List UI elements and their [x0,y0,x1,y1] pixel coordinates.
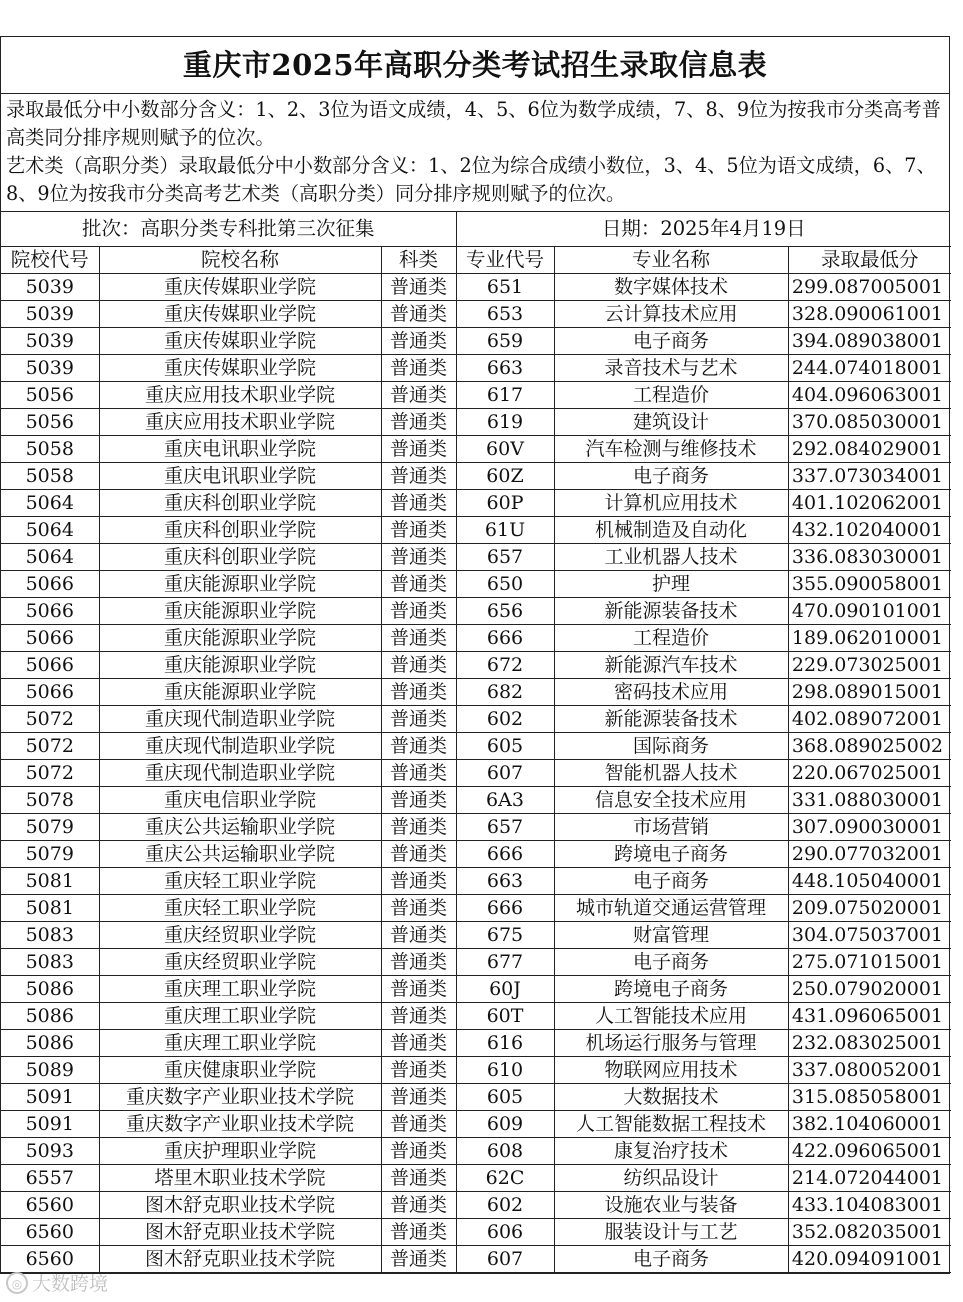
school-code-cell: 5066 [1,571,99,598]
school-name-cell: 重庆传媒职业学院 [99,355,381,382]
school-code-cell: 5079 [1,814,99,841]
school-code-cell: 5039 [1,301,99,328]
table-row [1,652,951,679]
school-code-cell: 5039 [1,274,99,301]
major-code-cell: 672 [456,652,554,679]
major-name-cell: 数字媒体技术 [554,274,788,301]
admission-sheet [0,36,950,1274]
category-cell: 普通类 [381,1246,456,1273]
min-score-cell: 250.079020001 [788,976,951,1003]
page-title: 重庆市2025年高职分类考试招生录取信息表 [1,37,949,94]
min-score-cell: 307.090030001 [788,814,951,841]
watermark-text: 大数跨境 [32,1273,109,1295]
major-name-cell: 密码技术应用 [554,679,788,706]
min-score-cell: 328.090061001 [788,301,951,328]
school-code-cell: 5089 [1,1057,99,1084]
min-score-cell: 470.090101001 [788,598,951,625]
category-cell: 普通类 [381,328,456,355]
major-code-cell: 666 [456,895,554,922]
category-cell: 普通类 [381,652,456,679]
school-code-cell: 5066 [1,679,99,706]
category-cell: 普通类 [381,544,456,571]
major-code-cell: 607 [456,760,554,787]
min-score-cell: 368.089025002 [788,733,951,760]
table-row [1,274,951,301]
major-code-cell: 657 [456,814,554,841]
school-name-cell: 重庆现代制造职业学院 [99,760,381,787]
major-code-cell: 616 [456,1030,554,1057]
min-score-cell: 214.072044001 [788,1165,951,1192]
table-row [1,409,951,436]
header-school-name: 院校名称 [99,247,381,274]
major-code-cell: 602 [456,1192,554,1219]
major-name-cell: 设施农业与装备 [554,1192,788,1219]
header-min-score: 录取最低分 [788,247,951,274]
major-name-cell: 工程造价 [554,625,788,652]
major-name-cell: 电子商务 [554,328,788,355]
table-row [1,895,951,922]
major-name-cell: 电子商务 [554,868,788,895]
major-name-cell: 大数据技术 [554,1084,788,1111]
school-code-cell: 5039 [1,355,99,382]
school-code-cell: 5091 [1,1084,99,1111]
table-row [1,679,951,706]
header-major-code: 专业代号 [456,247,554,274]
major-name-cell: 云计算技术应用 [554,301,788,328]
category-cell: 普通类 [381,733,456,760]
min-score-cell: 433.104083001 [788,1192,951,1219]
school-code-cell: 5056 [1,382,99,409]
major-code-cell: 605 [456,733,554,760]
category-cell: 普通类 [381,949,456,976]
major-name-cell: 工业机器人技术 [554,544,788,571]
min-score-cell: 304.075037001 [788,922,951,949]
school-name-cell: 重庆理工职业学院 [99,1003,381,1030]
min-score-cell: 432.102040001 [788,517,951,544]
table-row [1,463,951,490]
major-name-cell: 市场营销 [554,814,788,841]
category-cell: 普通类 [381,841,456,868]
category-cell: 普通类 [381,976,456,1003]
category-cell: 普通类 [381,409,456,436]
school-name-cell: 重庆数字产业职业技术学院 [99,1084,381,1111]
major-name-cell: 机场运行服务与管理 [554,1030,788,1057]
major-name-cell: 计算机应用技术 [554,490,788,517]
min-score-cell: 448.105040001 [788,868,951,895]
category-cell: 普通类 [381,571,456,598]
major-name-cell: 国际商务 [554,733,788,760]
table-row [1,1003,951,1030]
category-cell: 普通类 [381,1165,456,1192]
school-code-cell: 5064 [1,490,99,517]
school-code-cell: 5058 [1,436,99,463]
category-cell: 普通类 [381,868,456,895]
major-name-cell: 录音技术与艺术 [554,355,788,382]
table-row [1,1057,951,1084]
school-code-cell: 5093 [1,1138,99,1165]
date-label: 日期：2025年4月19日 [456,212,951,247]
major-name-cell: 电子商务 [554,463,788,490]
school-code-cell: 6560 [1,1246,99,1273]
school-code-cell: 5064 [1,517,99,544]
school-name-cell: 塔里木职业技术学院 [99,1165,381,1192]
table-header-row [1,247,951,274]
school-name-cell: 重庆理工职业学院 [99,976,381,1003]
min-score-cell: 402.089072001 [788,706,951,733]
school-name-cell: 图木舒克职业技术学院 [99,1192,381,1219]
table-row [1,625,951,652]
school-name-cell: 重庆轻工职业学院 [99,895,381,922]
major-code-cell: 675 [456,922,554,949]
min-score-cell: 394.089038001 [788,328,951,355]
major-code-cell: 653 [456,301,554,328]
major-code-cell: 666 [456,841,554,868]
category-cell: 普通类 [381,814,456,841]
min-score-cell: 352.082035001 [788,1219,951,1246]
major-code-cell: 666 [456,625,554,652]
major-name-cell: 工程造价 [554,382,788,409]
school-code-cell: 5072 [1,760,99,787]
major-name-cell: 跨境电子商务 [554,841,788,868]
table-row [1,301,951,328]
school-name-cell: 重庆应用技术职业学院 [99,409,381,436]
school-name-cell: 重庆现代制造职业学院 [99,706,381,733]
category-cell: 普通类 [381,1111,456,1138]
major-code-cell: 659 [456,328,554,355]
category-cell: 普通类 [381,355,456,382]
major-name-cell: 跨境电子商务 [554,976,788,1003]
major-name-cell: 人工智能技术应用 [554,1003,788,1030]
school-name-cell: 重庆能源职业学院 [99,652,381,679]
major-name-cell: 康复治疗技术 [554,1138,788,1165]
school-name-cell: 图木舒克职业技术学院 [99,1219,381,1246]
major-code-cell: 650 [456,571,554,598]
major-code-cell: 60P [456,490,554,517]
school-name-cell: 重庆健康职业学院 [99,1057,381,1084]
min-score-cell: 382.104060001 [788,1111,951,1138]
major-name-cell: 汽车检测与维修技术 [554,436,788,463]
category-cell: 普通类 [381,490,456,517]
school-name-cell: 重庆科创职业学院 [99,544,381,571]
school-code-cell: 6557 [1,1165,99,1192]
school-name-cell: 重庆能源职业学院 [99,571,381,598]
category-cell: 普通类 [381,1192,456,1219]
school-code-cell: 5078 [1,787,99,814]
min-score-cell: 290.077032001 [788,841,951,868]
min-score-cell: 244.074018001 [788,355,951,382]
school-name-cell: 重庆护理职业学院 [99,1138,381,1165]
category-cell: 普通类 [381,436,456,463]
school-code-cell: 6560 [1,1192,99,1219]
category-cell: 普通类 [381,760,456,787]
major-code-cell: 60V [456,436,554,463]
school-code-cell: 5086 [1,1003,99,1030]
school-name-cell: 重庆能源职业学院 [99,598,381,625]
min-score-cell: 299.087005001 [788,274,951,301]
category-cell: 普通类 [381,598,456,625]
major-code-cell: 617 [456,382,554,409]
major-name-cell: 信息安全技术应用 [554,787,788,814]
school-name-cell: 重庆经贸职业学院 [99,949,381,976]
major-code-cell: 60Z [456,463,554,490]
school-code-cell: 5066 [1,598,99,625]
major-code-cell: 619 [456,409,554,436]
table-row [1,868,951,895]
major-name-cell: 服装设计与工艺 [554,1219,788,1246]
table-row [1,598,951,625]
school-code-cell: 5072 [1,706,99,733]
watermark-logo-icon: ◎ [6,1272,28,1294]
min-score-cell: 337.080052001 [788,1057,951,1084]
min-score-cell: 404.096063001 [788,382,951,409]
table-row [1,787,951,814]
major-code-cell: 657 [456,544,554,571]
table-row [1,814,951,841]
min-score-cell: 232.083025001 [788,1030,951,1057]
school-name-cell: 图木舒克职业技术学院 [99,1246,381,1273]
table-row [1,976,951,1003]
watermark [6,1269,108,1296]
min-score-cell: 337.073034001 [788,463,951,490]
major-name-cell: 智能机器人技术 [554,760,788,787]
header-category: 科类 [381,247,456,274]
category-cell: 普通类 [381,1003,456,1030]
min-score-cell: 209.075020001 [788,895,951,922]
major-name-cell: 财富管理 [554,922,788,949]
min-score-cell: 401.102062001 [788,490,951,517]
table-row [1,490,951,517]
admission-table [1,212,951,1273]
school-name-cell: 重庆公共运输职业学院 [99,814,381,841]
major-name-cell: 新能源装备技术 [554,706,788,733]
min-score-cell: 298.089015001 [788,679,951,706]
school-name-cell: 重庆能源职业学院 [99,625,381,652]
category-cell: 普通类 [381,517,456,544]
category-cell: 普通类 [381,679,456,706]
category-cell: 普通类 [381,382,456,409]
major-code-cell: 61U [456,517,554,544]
table-row [1,1084,951,1111]
school-name-cell: 重庆轻工职业学院 [99,868,381,895]
major-name-cell: 人工智能数据工程技术 [554,1111,788,1138]
school-name-cell: 重庆科创职业学院 [99,490,381,517]
table-row [1,733,951,760]
major-code-cell: 663 [456,355,554,382]
table-row [1,1111,951,1138]
school-name-cell: 重庆数字产业职业技术学院 [99,1111,381,1138]
school-code-cell: 5083 [1,949,99,976]
major-code-cell: 656 [456,598,554,625]
table-row [1,1192,951,1219]
category-cell: 普通类 [381,274,456,301]
major-code-cell: 651 [456,274,554,301]
category-cell: 普通类 [381,895,456,922]
category-cell: 普通类 [381,1057,456,1084]
major-code-cell: 602 [456,706,554,733]
major-code-cell: 677 [456,949,554,976]
school-code-cell: 5091 [1,1111,99,1138]
school-name-cell: 重庆电讯职业学院 [99,436,381,463]
school-code-cell: 5039 [1,328,99,355]
major-code-cell: 606 [456,1219,554,1246]
min-score-cell: 420.094091001 [788,1246,951,1273]
table-row [1,571,951,598]
table-row [1,1246,951,1273]
batch-row [1,212,951,247]
table-row [1,355,951,382]
school-name-cell: 重庆现代制造职业学院 [99,733,381,760]
category-cell: 普通类 [381,1219,456,1246]
note-art: 艺术类（高职分类）录取最低分中小数部分含义：1、2位为综合成绩小数位，3、4、5位为语文成绩，6、7、8、9位为按我市分类高考艺术类（高职分类）同分排序规则赋予的位次。 [6,154,936,205]
school-code-cell: 5083 [1,922,99,949]
major-name-cell: 新能源装备技术 [554,598,788,625]
major-name-cell: 城市轨道交通运营管理 [554,895,788,922]
table-row [1,544,951,571]
school-code-cell: 5058 [1,463,99,490]
school-name-cell: 重庆电讯职业学院 [99,463,381,490]
school-code-cell: 5086 [1,1030,99,1057]
major-code-cell: 608 [456,1138,554,1165]
table-row [1,1165,951,1192]
table-row [1,760,951,787]
min-score-cell: 292.084029001 [788,436,951,463]
school-name-cell: 重庆能源职业学院 [99,679,381,706]
category-cell: 普通类 [381,1030,456,1057]
major-code-cell: 610 [456,1057,554,1084]
major-code-cell: 607 [456,1246,554,1273]
category-cell: 普通类 [381,787,456,814]
school-code-cell: 5086 [1,976,99,1003]
major-code-cell: 682 [456,679,554,706]
major-name-cell: 新能源汽车技术 [554,652,788,679]
table-row [1,517,951,544]
min-score-cell: 275.071015001 [788,949,951,976]
school-name-cell: 重庆公共运输职业学院 [99,841,381,868]
header-major-name: 专业名称 [554,247,788,274]
header-school-code: 院校代号 [1,247,99,274]
major-name-cell: 机械制造及自动化 [554,517,788,544]
table-row [1,382,951,409]
major-name-cell: 电子商务 [554,1246,788,1273]
major-name-cell: 护理 [554,571,788,598]
major-code-cell: 605 [456,1084,554,1111]
school-code-cell: 5064 [1,544,99,571]
batch-label: 批次：高职分类专科批第三次征集 [1,212,456,247]
min-score-cell: 331.088030001 [788,787,951,814]
min-score-cell: 189.062010001 [788,625,951,652]
major-code-cell: 663 [456,868,554,895]
school-code-cell: 5072 [1,733,99,760]
major-name-cell: 物联网应用技术 [554,1057,788,1084]
table-row [1,1138,951,1165]
school-code-cell: 5056 [1,409,99,436]
school-name-cell: 重庆经贸职业学院 [99,922,381,949]
min-score-cell: 370.085030001 [788,409,951,436]
note-general: 录取最低分中小数部分含义：1、2、3位为语文成绩，4、5、6位为数学成绩，7、8、9位为按我市分类高考普高类同分排序规则赋予的位次。 [6,98,941,149]
category-cell: 普通类 [381,1084,456,1111]
major-code-cell: 6A3 [456,787,554,814]
major-name-cell: 纺织品设计 [554,1165,788,1192]
school-code-cell: 5066 [1,625,99,652]
table-row [1,949,951,976]
school-name-cell: 重庆传媒职业学院 [99,301,381,328]
table-row [1,1030,951,1057]
category-cell: 普通类 [381,463,456,490]
school-code-cell: 5066 [1,652,99,679]
major-code-cell: 62C [456,1165,554,1192]
table-row [1,922,951,949]
category-cell: 普通类 [381,706,456,733]
school-code-cell: 5081 [1,868,99,895]
table-row [1,328,951,355]
notes-section [1,94,949,212]
major-code-cell: 60J [456,976,554,1003]
min-score-cell: 315.085058001 [788,1084,951,1111]
school-name-cell: 重庆理工职业学院 [99,1030,381,1057]
table-row [1,706,951,733]
min-score-cell: 229.073025001 [788,652,951,679]
school-name-cell: 重庆电信职业学院 [99,787,381,814]
major-code-cell: 60T [456,1003,554,1030]
table-row [1,841,951,868]
category-cell: 普通类 [381,1138,456,1165]
school-name-cell: 重庆传媒职业学院 [99,328,381,355]
min-score-cell: 336.083030001 [788,544,951,571]
school-code-cell: 5079 [1,841,99,868]
major-name-cell: 建筑设计 [554,409,788,436]
table-row [1,436,951,463]
category-cell: 普通类 [381,922,456,949]
min-score-cell: 431.096065001 [788,1003,951,1030]
min-score-cell: 220.067025001 [788,760,951,787]
major-name-cell: 电子商务 [554,949,788,976]
school-code-cell: 6560 [1,1219,99,1246]
school-code-cell: 5081 [1,895,99,922]
school-name-cell: 重庆应用技术职业学院 [99,382,381,409]
major-code-cell: 609 [456,1111,554,1138]
table-row [1,1219,951,1246]
min-score-cell: 355.090058001 [788,571,951,598]
min-score-cell: 422.096065001 [788,1138,951,1165]
category-cell: 普通类 [381,301,456,328]
school-name-cell: 重庆传媒职业学院 [99,274,381,301]
school-name-cell: 重庆科创职业学院 [99,517,381,544]
category-cell: 普通类 [381,625,456,652]
